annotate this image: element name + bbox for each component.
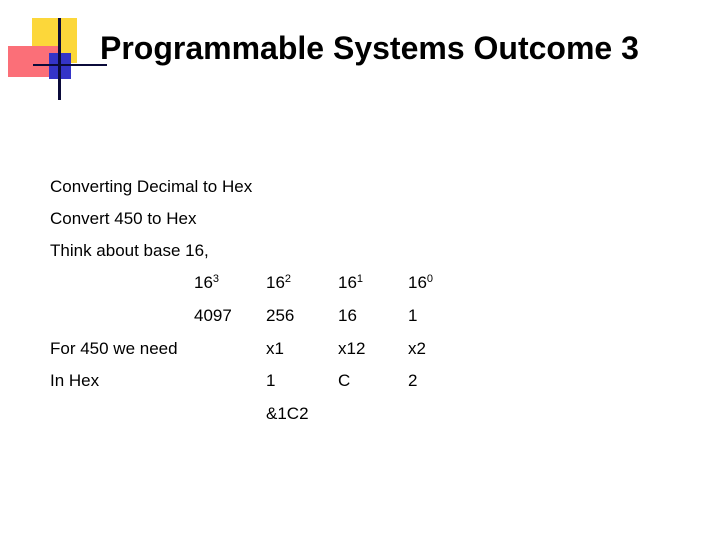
hex-label: In Hex (50, 371, 100, 390)
hex-digit: C (338, 371, 351, 390)
power-16-3 (194, 273, 219, 293)
hex-digit: 1 (266, 371, 276, 390)
multiplier: x12 (338, 339, 366, 358)
power-exponent: 2 (284, 273, 292, 285)
place-value: 1 (408, 306, 418, 325)
place-value: 16 (338, 306, 357, 325)
power-16-0 (408, 273, 433, 293)
line-converting: Converting Decimal to Hex (50, 177, 253, 196)
multiplier: x1 (266, 339, 284, 358)
need-label: For 450 we need (50, 339, 178, 358)
decor-horizontal-line (33, 64, 107, 66)
hex-digit: 2 (408, 371, 418, 390)
power-exponent: 1 (356, 273, 364, 285)
line-think-base: Think about base 16, (50, 241, 209, 260)
hex-result: &1C2 (266, 404, 309, 423)
place-value: 4097 (194, 306, 232, 325)
place-value: 256 (266, 306, 295, 325)
power-exponent: 0 (426, 273, 434, 285)
decor-vertical-line (58, 18, 61, 100)
power-base: 16 (408, 273, 427, 292)
power-base: 16 (338, 273, 357, 292)
power-16-1 (338, 273, 363, 293)
power-exponent: 3 (212, 273, 220, 285)
multiplier: x2 (408, 339, 426, 358)
power-16-2 (266, 273, 291, 293)
slide-title: Programmable Systems Outcome 3 (100, 30, 639, 66)
line-convert-450: Convert 450 to Hex (50, 209, 197, 228)
power-base: 16 (266, 273, 285, 292)
power-base: 16 (194, 273, 213, 292)
